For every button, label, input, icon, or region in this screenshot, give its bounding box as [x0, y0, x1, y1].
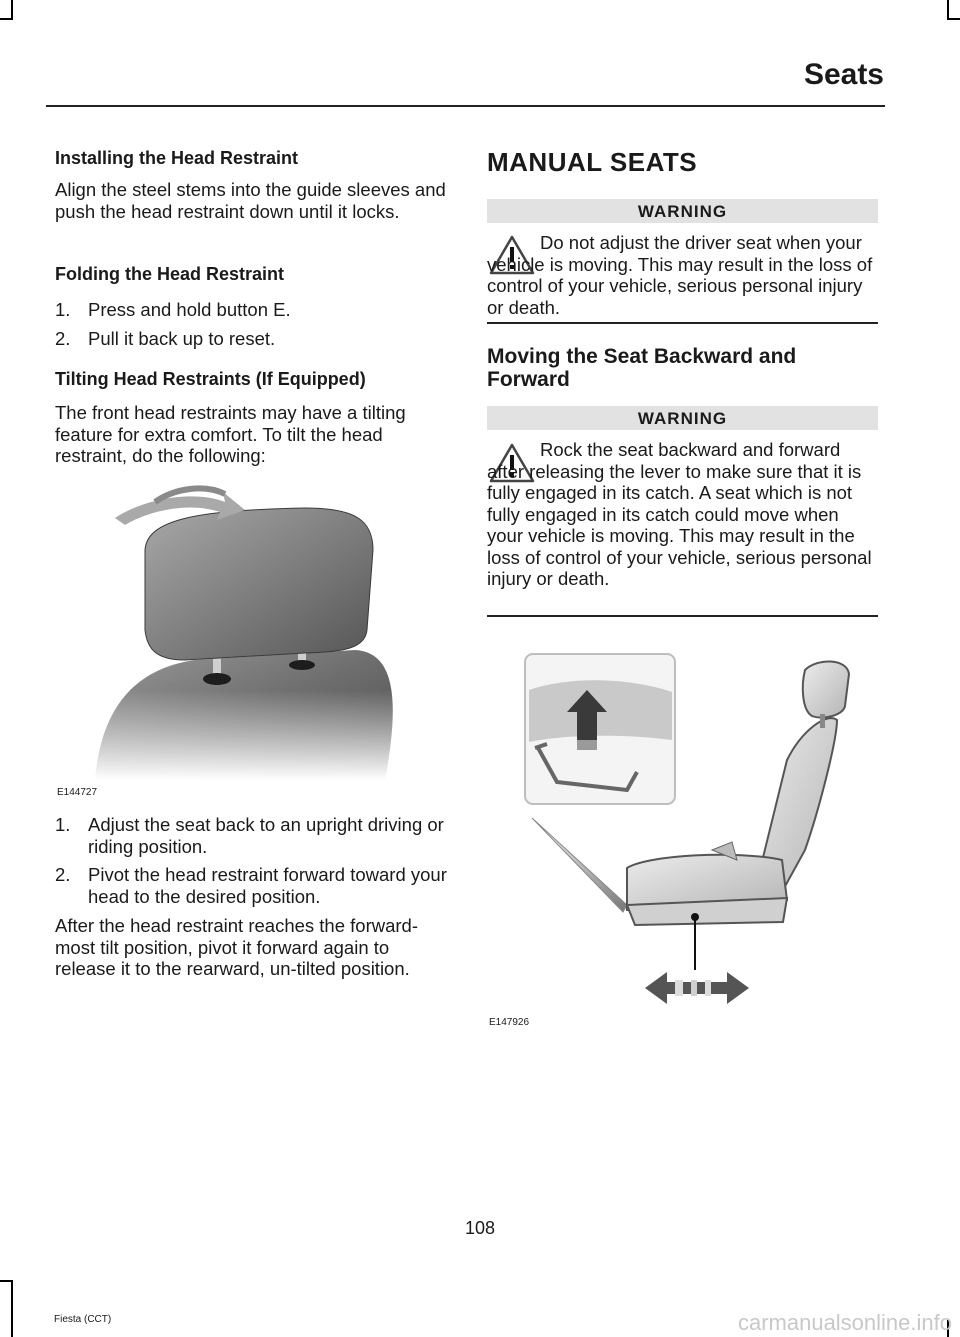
list-text: Adjust the seat back to an upright driving or riding position.: [88, 814, 444, 857]
manual-seat-illustration: [487, 650, 878, 1015]
list-text: Pivot the head restraint forward toward your head to the desired position.: [88, 864, 447, 907]
list-item: [55, 328, 450, 352]
warning-label: WARNING: [487, 199, 878, 223]
figure-label: E144727: [57, 787, 98, 798]
page-number: 108: [464, 1218, 496, 1238]
list-item: [55, 814, 450, 858]
warning-rule: [487, 322, 878, 324]
watermark: carmanualsonline.info: [737, 1310, 952, 1335]
list-item: [55, 299, 450, 323]
head-restraint-illustration: [55, 480, 450, 780]
crop-mark: [0, 18, 13, 20]
page-title: Seats: [803, 58, 884, 91]
list-number: 2.: [55, 328, 71, 349]
install-text: Align the steel stems into the guide sleeves and push the head restraint down until it locks.: [55, 179, 446, 222]
list-text: Pull it back up to reset.: [88, 328, 276, 349]
list-number: 1.: [55, 814, 71, 835]
section-title: MANUAL SEATS: [487, 147, 698, 177]
list-number: 2.: [55, 864, 71, 885]
warning-label: WARNING: [487, 406, 878, 430]
warning-text: Do not adjust the driver seat when your vehicle is moving. This may result in the loss of control of your vehicle, serious personal injury or death.: [487, 232, 873, 318]
warning-rule: [487, 615, 878, 617]
crop-mark: [11, 1280, 13, 1337]
tilt-intro: The front head restraints may have a tilting feature for extra comfort. To tilt the head restraint, do the following:: [55, 402, 406, 466]
header-rule: [46, 105, 885, 107]
list-item: [55, 864, 450, 908]
tilt-after-text: After the head restraint reaches the forward-most tilt position, pivot it forward again to release it to the rearward, un-tilted position.: [55, 915, 418, 979]
crop-mark: [947, 0, 949, 20]
footer-model: Fiesta (CCT): [54, 1314, 112, 1325]
warning-text: Rock the seat backward and forward after releasing the lever to make sure that it is fully engaged in its catch. A seat which is not fully engaged in its catch could move when your vehicle is moving. This may result in the loss of control of your vehicle, serious personal injury or death.: [487, 439, 872, 589]
crop-mark: [0, 1280, 13, 1282]
tilt-heading: Tilting Head Restraints (If Equipped): [55, 369, 366, 389]
list-number: 1.: [55, 299, 71, 320]
crop-mark: [11, 0, 13, 20]
install-heading: Installing the Head Restraint: [55, 148, 299, 168]
list-text: Press and hold button E.: [88, 299, 291, 320]
crop-mark: [947, 18, 960, 20]
moving-heading: Moving the Seat Backward and Forward: [487, 345, 797, 391]
figure-label: E147926: [489, 1017, 530, 1028]
fold-heading: Folding the Head Restraint: [55, 264, 285, 284]
